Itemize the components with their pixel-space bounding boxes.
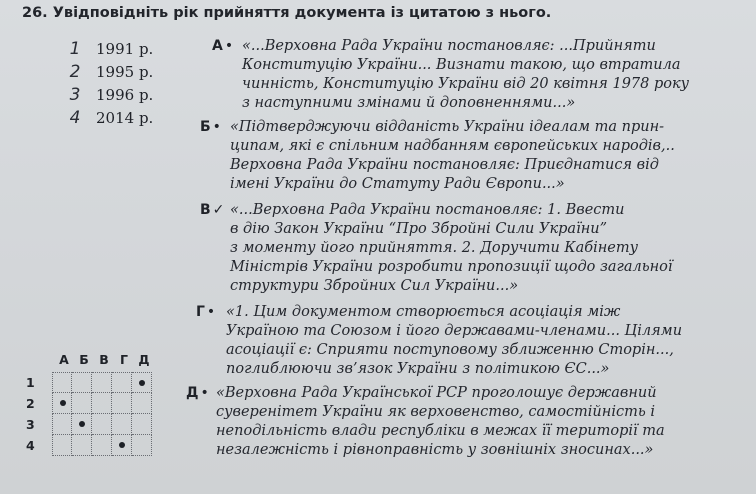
quote-label: В — [200, 202, 211, 218]
year-value: 1996 р. — [96, 86, 154, 104]
quote-d — [186, 384, 752, 460]
grid-cell[interactable] — [92, 435, 112, 456]
quote-text: «Підтверджуючи відданість України ідеалам та прин- ципам, які є спільним надбанням європейських народів,.. Верховна Рада України постановляє: Приєднатися від імені України до Статуту Ради Європи...» — [230, 119, 675, 192]
year-item — [62, 38, 172, 60]
grid-row-label: 2 — [26, 396, 35, 411]
grid-column-label: А — [59, 352, 69, 367]
year-value: 1991 р. — [96, 40, 154, 58]
quote-text: «...Верховна Рада України постановляє: 1. Ввести в дію Закон України “Про Збройні Сили України” з моменту його прийняття. 2. Доручити Кабінету Міністрів України розробити пропозиції щодо загальної структури Збройних Сил України...» — [230, 202, 673, 294]
grid-cell[interactable] — [92, 414, 112, 435]
answer-mark — [60, 400, 66, 406]
grid-cell[interactable] — [52, 435, 72, 456]
grid-row-label: 4 — [26, 438, 35, 453]
grid-cell[interactable] — [72, 435, 92, 456]
year-item — [62, 84, 172, 106]
handwritten-mark: • — [200, 385, 209, 401]
grid-row-label: 3 — [26, 417, 35, 432]
answer-grid-body — [22, 372, 152, 456]
grid-row — [22, 372, 152, 393]
grid-cell[interactable] — [112, 414, 132, 435]
grid-cell[interactable] — [92, 393, 112, 414]
grid-cell[interactable] — [132, 393, 152, 414]
handwritten-mark: 4 — [69, 108, 81, 128]
grid-cell[interactable] — [72, 393, 92, 414]
answer-mark — [79, 421, 85, 427]
grid-cell[interactable] — [112, 393, 132, 414]
answer-grid-header — [54, 352, 154, 367]
year-value: 1995 р. — [96, 63, 154, 81]
grid-cell[interactable] — [52, 372, 72, 393]
answer-mark — [139, 380, 145, 386]
grid-cell[interactable] — [52, 414, 72, 435]
quote-label: А — [212, 38, 223, 54]
answer-grid — [22, 352, 162, 462]
quote-text: «Верховна Рада Української РСР проголошує державний суверенітет України як верховенство, самостійність і неподільність влади республіки в межах її території та незалежність і рівноправність у зовнішніх зносинах...» — [216, 385, 665, 458]
handwritten-mark: • — [212, 119, 221, 135]
year-value: 2014 р. — [96, 109, 154, 127]
quote-text: «...Верховна Рада України постановляє: ...Прийняти Конституцію України... Визнати такою, що втратила чинність, Конституцію України від 20 квітня 1978 року з наступними змінами й доповненнями...» — [242, 38, 690, 111]
grid-cell[interactable] — [92, 372, 112, 393]
year-item — [62, 61, 172, 83]
handwritten-mark: 3 — [69, 85, 81, 105]
grid-row — [22, 435, 152, 456]
answer-mark — [119, 442, 125, 448]
grid-cell[interactable] — [132, 414, 152, 435]
quote-text: «1. Цим документом створюється асоціація між Україною та Союзом і його державами-членами... Цілями асоціації є: Сприяти поступовому зближенню Сторін..., поглиблюючи зв’язок України з політикою ЄС...» — [226, 304, 683, 377]
quote-label: Д — [186, 385, 199, 401]
grid-cell[interactable] — [132, 372, 152, 393]
grid-column-label: Г — [120, 352, 128, 367]
question-title: 26. Увідповідніть рік прийняття документа із цитатою з нього. — [22, 5, 552, 21]
handwritten-mark: • — [224, 38, 234, 54]
grid-row — [22, 393, 152, 414]
grid-column-label: В — [99, 352, 109, 367]
handwritten-mark: 2 — [69, 62, 81, 82]
grid-column-label: Б — [79, 352, 89, 367]
grid-cell[interactable] — [112, 372, 132, 393]
year-item — [62, 107, 172, 129]
quote-a — [212, 37, 752, 113]
grid-row — [22, 414, 152, 435]
quote-label: Б — [200, 119, 211, 135]
quote-b — [200, 118, 752, 194]
quote-label: Г — [196, 304, 205, 320]
handwritten-mark: 1 — [69, 39, 81, 59]
grid-cell[interactable] — [72, 372, 92, 393]
quote-g — [196, 303, 752, 379]
grid-cell[interactable] — [132, 435, 152, 456]
quote-v — [200, 201, 752, 296]
grid-cell[interactable] — [72, 414, 92, 435]
handwritten-mark: • — [206, 304, 216, 320]
check-mark-icon: ✓ — [212, 202, 225, 218]
grid-row-label: 1 — [26, 375, 35, 390]
grid-column-label: Д — [138, 352, 150, 367]
grid-cell[interactable] — [112, 435, 132, 456]
grid-cell[interactable] — [52, 393, 72, 414]
